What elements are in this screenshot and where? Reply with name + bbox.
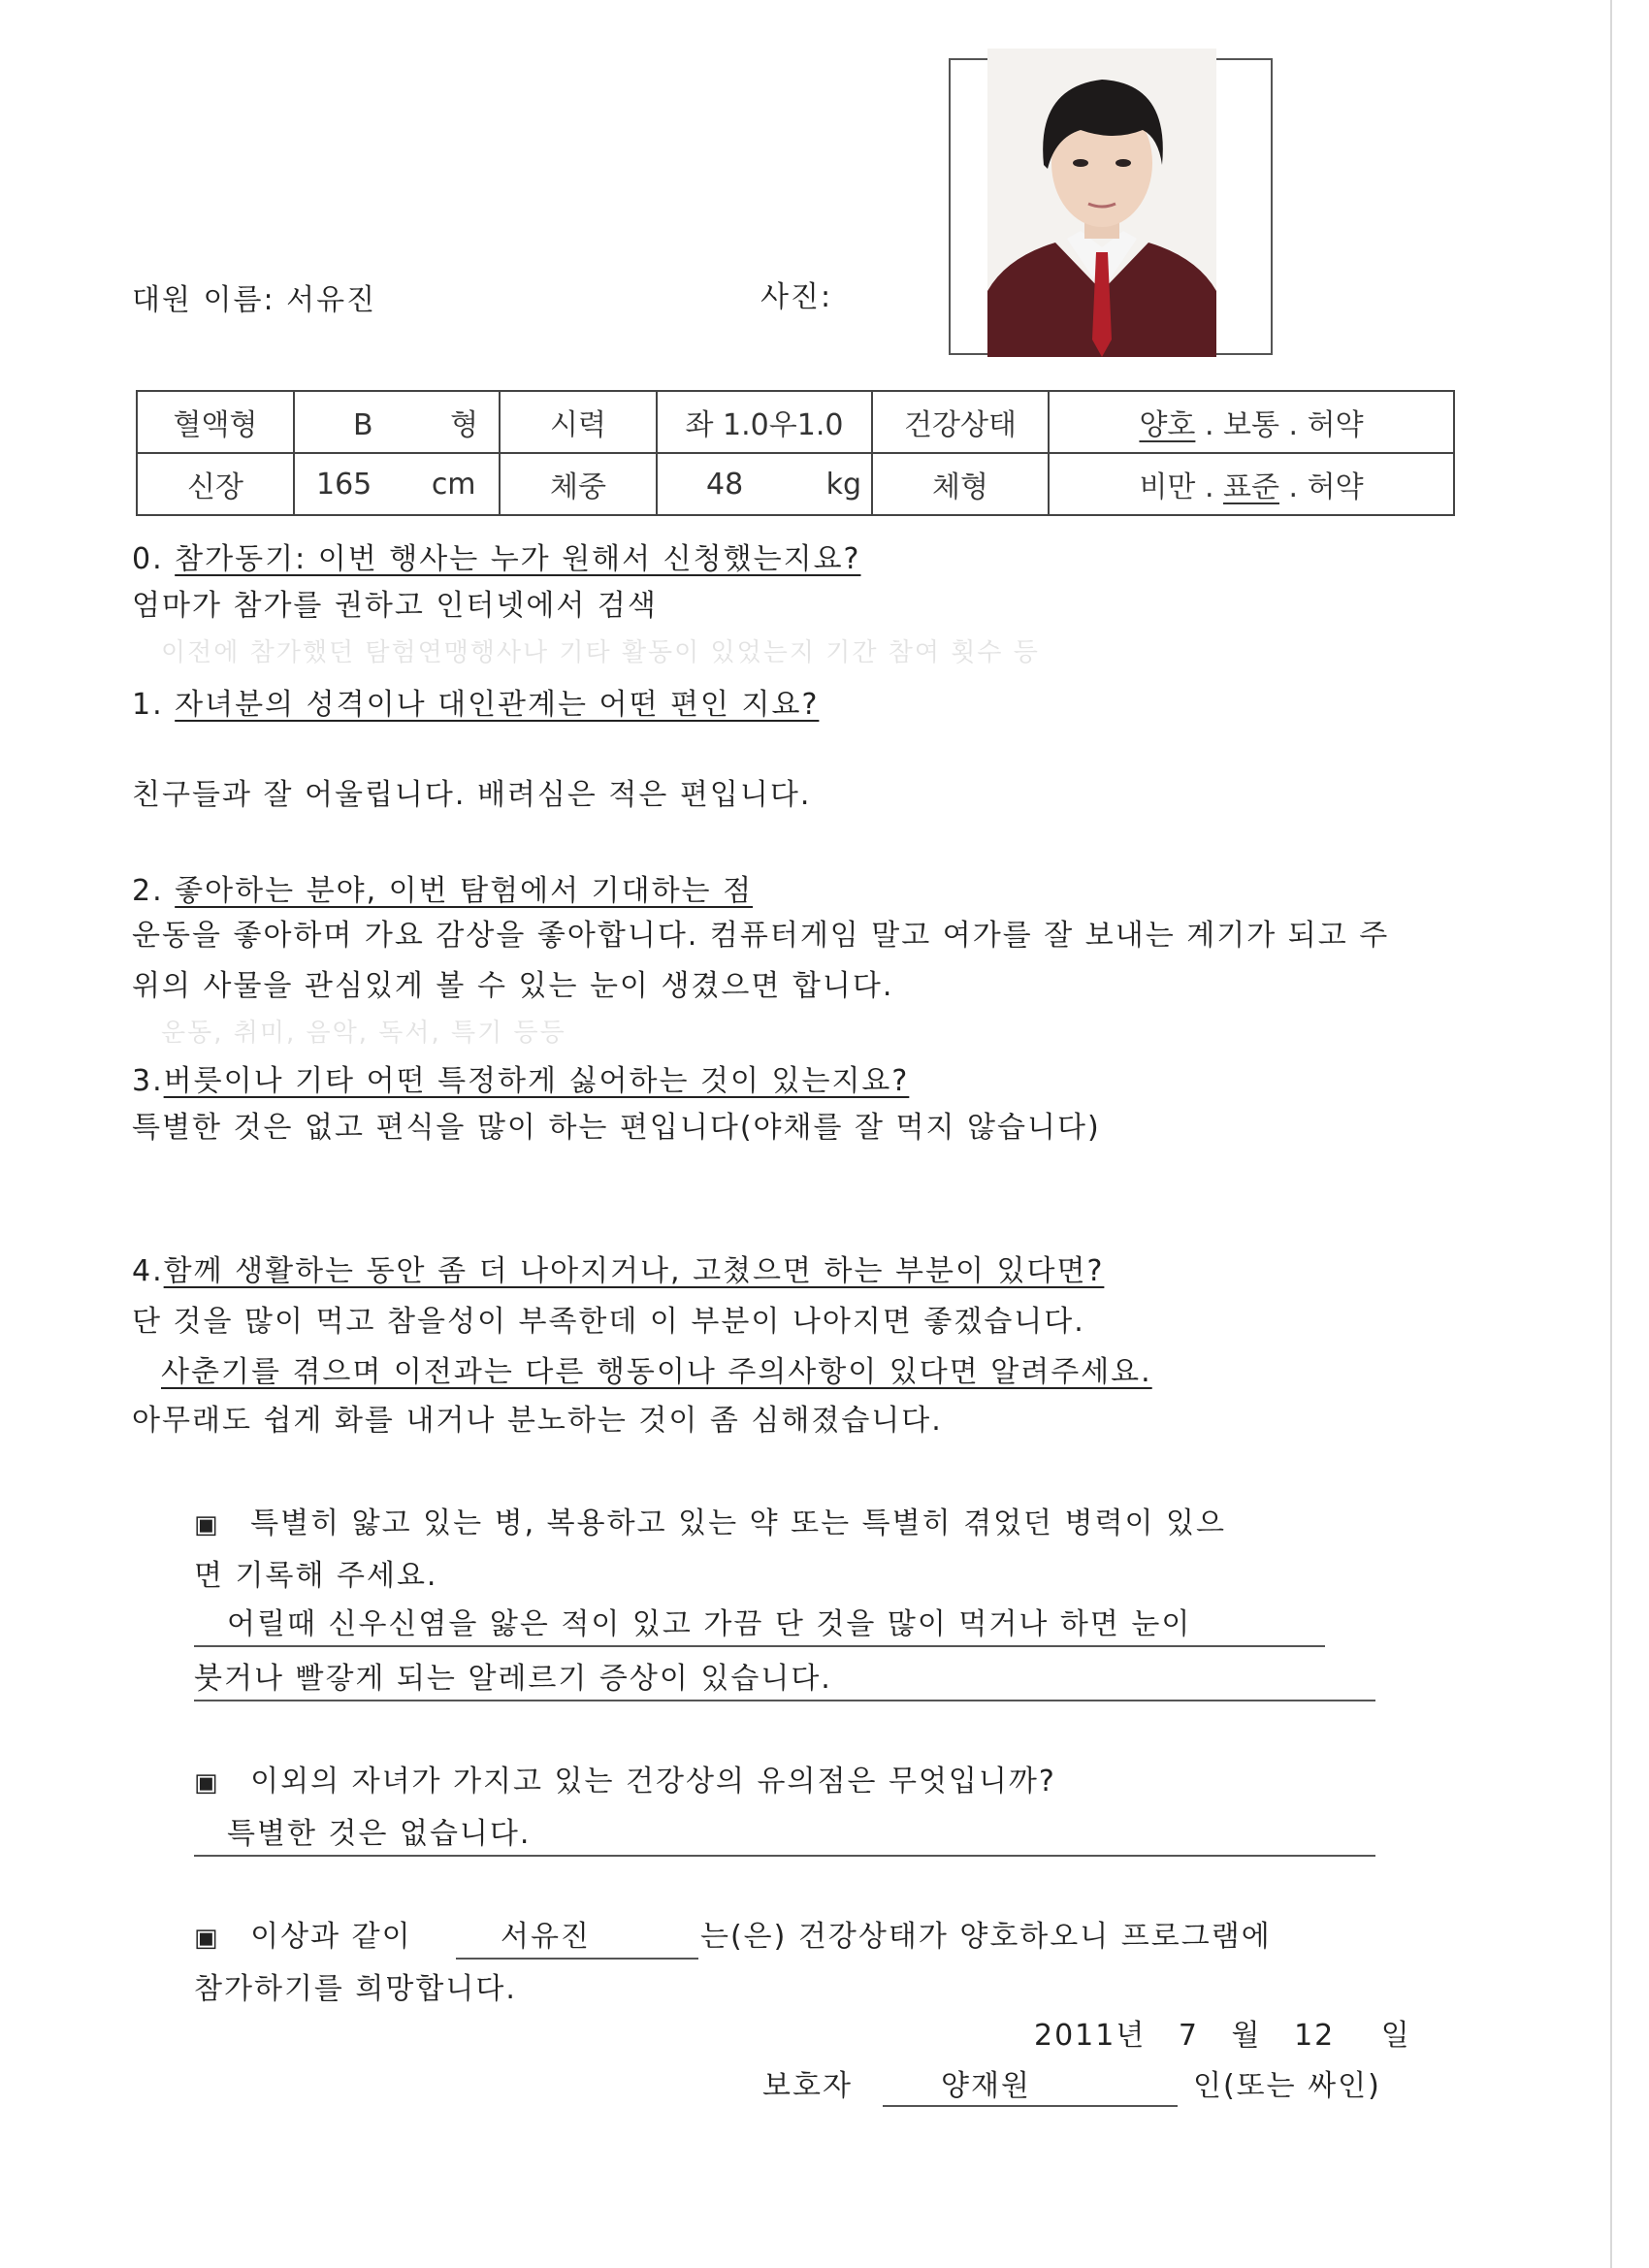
body-option-weak: 허약 bbox=[1307, 470, 1364, 504]
question-0-number: 0. bbox=[132, 542, 176, 576]
answer-0: 엄마가 참가를 권하고 인터넷에서 검색 bbox=[132, 589, 658, 623]
member-name-value: 서유진 bbox=[286, 283, 377, 317]
answer-1: 친구들과 잘 어울립니다. 배려심은 적은 편입니다. bbox=[132, 778, 812, 812]
date-month-unit: 월 bbox=[1231, 2019, 1262, 2053]
blood-type-cell bbox=[294, 391, 500, 453]
question-2 bbox=[132, 874, 754, 908]
checkbox-square-icon: ▣ bbox=[194, 1924, 220, 1953]
consent-child-name: 서유진 bbox=[501, 1920, 591, 1954]
date-day-unit: 일 bbox=[1380, 2019, 1411, 2053]
checkbox-square-icon: ▣ bbox=[194, 1510, 220, 1539]
health-question-2 bbox=[194, 1767, 1056, 1797]
health-answer-1-line-2: 붓거나 빨갛게 되는 알레르기 증상이 있습니다. bbox=[194, 1662, 832, 1696]
member-name-label: 대원 이름: bbox=[132, 283, 287, 317]
question-2-faint-guide: 운동, 취미, 음악, 독서, 특기 등등 bbox=[161, 1019, 566, 1048]
guardian-label: 보호자 bbox=[762, 2069, 853, 2103]
weight-label: 체중 bbox=[500, 453, 657, 515]
body-option-obese: 비만 bbox=[1139, 470, 1196, 504]
height-cell bbox=[294, 453, 500, 515]
scan-page-edge bbox=[1610, 0, 1612, 2268]
health-option-normal: 보통 bbox=[1223, 408, 1279, 442]
writing-line bbox=[194, 1855, 1375, 1857]
answer-4-sub: 아무래도 쉽게 화를 내거나 분노하는 것이 좀 심해졌습니다. bbox=[132, 1404, 943, 1438]
option-separator: . bbox=[1278, 470, 1308, 504]
checkbox-square-icon: ▣ bbox=[194, 1768, 220, 1798]
question-3-number: 3. bbox=[132, 1064, 164, 1098]
member-photo bbox=[987, 49, 1216, 357]
health-question-2-text: 이외의 자녀가 가지고 있는 건강상의 유의점은 무엇입니까? bbox=[250, 1765, 1056, 1798]
option-separator: . bbox=[1195, 470, 1224, 504]
photo-label: 사진: bbox=[760, 280, 833, 314]
question-1 bbox=[132, 688, 820, 722]
consent-line-2: 참가하기를 희망합니다. bbox=[194, 1972, 517, 2006]
sign-suffix: 인(또는 싸인) bbox=[1193, 2069, 1381, 2103]
answer-3: 특별한 것은 없고 편식을 많이 하는 편입니다(야채를 잘 먹지 않습니다) bbox=[132, 1111, 1101, 1145]
name-writing-line bbox=[456, 1958, 698, 1960]
info-row-2 bbox=[137, 453, 1454, 515]
health-answer-1-line-1: 어릴때 신우신염을 앓은 적이 있고 가끔 단 것을 많이 먹거나 하면 눈이 bbox=[227, 1607, 1192, 1641]
question-1-number: 1. bbox=[132, 688, 176, 722]
answer-2-line-2: 위의 사물을 관심있게 볼 수 있는 눈이 생겼으면 합니다. bbox=[132, 969, 894, 1003]
writing-line bbox=[194, 1645, 1325, 1647]
blood-type-unit: 형 bbox=[450, 408, 479, 442]
body-option-standard: 표준 bbox=[1223, 470, 1279, 504]
member-name-row bbox=[132, 283, 377, 317]
body-type-label: 체형 bbox=[872, 453, 1049, 515]
health-answer-2: 특별한 것은 없습니다. bbox=[227, 1817, 532, 1851]
consent-line-1 bbox=[194, 1920, 412, 1954]
question-4-text: 함께 생활하는 동안 좀 더 나아지거나, 고쳤으면 하는 부분이 있다면? bbox=[163, 1254, 1105, 1288]
height-label: 신장 bbox=[137, 453, 294, 515]
option-separator: . bbox=[1278, 408, 1308, 442]
weight-value: 48 bbox=[706, 467, 744, 502]
blood-type-value: B bbox=[353, 408, 373, 442]
option-separator: . bbox=[1195, 408, 1224, 442]
body-type-options bbox=[1049, 453, 1454, 515]
question-1-text: 자녀분의 성격이나 대인관계는 어떤 편인 지요? bbox=[175, 688, 820, 722]
consent-date bbox=[1034, 2019, 1411, 2053]
blood-type-label: 혈액형 bbox=[137, 391, 294, 453]
height-value: 165 bbox=[316, 467, 372, 502]
weight-unit: kg bbox=[825, 467, 861, 502]
question-3 bbox=[132, 1064, 910, 1098]
question-0 bbox=[132, 542, 861, 576]
date-day: 12 bbox=[1294, 2019, 1336, 2053]
question-3-text: 버릇이나 기타 어떤 특정하게 싫어하는 것이 있는지요? bbox=[163, 1064, 910, 1098]
portrait-illustration bbox=[987, 49, 1216, 357]
info-table bbox=[136, 390, 1455, 516]
date-year-unit: 년 bbox=[1116, 2019, 1147, 2053]
health-question-1-line-2: 면 기록해 주세요. bbox=[194, 1559, 438, 1593]
question-4-number: 4. bbox=[132, 1254, 164, 1288]
question-4-sub: 사춘기를 겪으며 이전과는 다른 행동이나 주의사항이 있다면 알려주세요. bbox=[161, 1355, 1152, 1389]
date-month: 7 bbox=[1178, 2019, 1199, 2053]
weight-cell bbox=[657, 453, 872, 515]
consent-suffix: 는(은) 건강상태가 양호하오니 프로그램에 bbox=[700, 1920, 1272, 1954]
health-option-good: 양호 bbox=[1139, 408, 1196, 442]
question-2-text: 좋아하는 분야, 이번 탐험에서 기대하는 점 bbox=[175, 874, 754, 908]
answer-4: 단 것을 많이 먹고 참을성이 부족한데 이 부분이 나아지면 좋겠습니다. bbox=[132, 1305, 1085, 1339]
consent-prefix: 이상과 같이 bbox=[250, 1920, 412, 1954]
guardian-writing-line bbox=[883, 2105, 1178, 2107]
health-status-options bbox=[1049, 391, 1454, 453]
question-0-faint-guide: 이전에 참가했던 탐험연맹행사나 기타 활동이 있었는지 기간 참여 횟수 등 bbox=[161, 638, 1040, 667]
writing-line bbox=[194, 1700, 1375, 1701]
health-option-weak: 허약 bbox=[1307, 408, 1364, 442]
question-2-number: 2. bbox=[132, 874, 176, 908]
height-unit: cm bbox=[431, 467, 476, 502]
question-4 bbox=[132, 1254, 1105, 1288]
health-question-1 bbox=[194, 1509, 1226, 1539]
vision-label: 시력 bbox=[500, 391, 657, 453]
date-year: 2011 bbox=[1034, 2019, 1116, 2053]
info-row-1 bbox=[137, 391, 1454, 453]
answer-2-line-1: 운동을 좋아하며 가요 감상을 좋아합니다. 컴퓨터게임 말고 여가를 잘 보내는 계기가 되고 주 bbox=[132, 919, 1390, 953]
health-status-label: 건강상태 bbox=[872, 391, 1049, 453]
vision-value: 좌 1.0우1.0 bbox=[657, 391, 872, 453]
guardian-name: 양재원 bbox=[941, 2069, 1031, 2103]
question-0-text: 참가동기: 이번 행사는 누가 원해서 신청했는지요? bbox=[175, 542, 861, 576]
health-question-1-line-1: 특별히 앓고 있는 병, 복용하고 있는 약 또는 특별히 겪었던 병력이 있으 bbox=[250, 1507, 1226, 1540]
